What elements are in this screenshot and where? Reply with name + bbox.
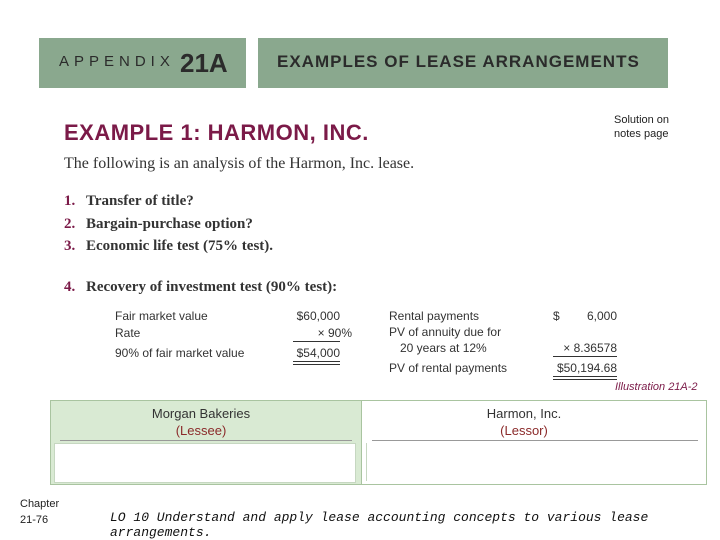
list-item bbox=[64, 216, 253, 233]
double-underline bbox=[553, 376, 617, 377]
calc-right-label: 20 years at 12% bbox=[400, 341, 487, 355]
item-text: Bargain-purchase option? bbox=[86, 216, 253, 232]
calc-left-total: $54,000 bbox=[296, 346, 340, 360]
list-item bbox=[64, 193, 194, 210]
calc-left-value: $60,000 bbox=[296, 309, 340, 323]
table-divider bbox=[372, 440, 698, 441]
lessee-entry-area bbox=[54, 443, 356, 483]
calc-right-sym: $ bbox=[553, 309, 560, 323]
example-title: EXAMPLE 1: HARMON, INC. bbox=[64, 120, 369, 145]
calc-right-value: × 8.36578 bbox=[563, 341, 617, 355]
lessor-entry-area bbox=[366, 443, 699, 481]
lessee-header: Morgan Bakeries bbox=[151, 406, 251, 421]
solution-note bbox=[614, 113, 694, 141]
calc-right-label: Rental payments bbox=[389, 309, 480, 323]
calc-left-label: Fair market value bbox=[115, 309, 208, 323]
calc-left-label: Rate bbox=[115, 326, 141, 340]
table-divider bbox=[60, 440, 352, 441]
appendix-label: APPENDIX bbox=[59, 53, 175, 70]
calc-left-label: 90% of fair market value bbox=[115, 346, 245, 360]
lessor-header: Harmon, Inc. bbox=[486, 406, 562, 421]
illustration-label: Illustration 21A-2 bbox=[615, 381, 698, 393]
calc-right-value: 6,000 bbox=[586, 309, 617, 323]
double-underline bbox=[293, 364, 340, 365]
item-text: Economic life test (75% test). bbox=[86, 238, 274, 254]
lessee-subheader: (Lessee) bbox=[175, 423, 227, 438]
item-number: 1. bbox=[64, 193, 76, 209]
item-number: 3. bbox=[64, 238, 76, 254]
underline bbox=[293, 341, 340, 342]
item-text: Recovery of investment test (90% test): bbox=[86, 279, 338, 295]
underline bbox=[553, 356, 617, 357]
solution-note-line2: notes page bbox=[614, 128, 669, 140]
solution-note-line1: Solution on bbox=[614, 114, 670, 126]
chapter-page: 21-76 bbox=[20, 514, 49, 526]
list-item bbox=[64, 238, 273, 255]
learning-objective: LO 10 Understand and apply lease accounting concepts to various lease arrangements. bbox=[110, 510, 649, 540]
example-intro: The following is an analysis of the Harmon, Inc. lease. bbox=[64, 155, 415, 172]
item-number: 2. bbox=[64, 216, 76, 232]
chapter-text: Chapter bbox=[20, 498, 60, 510]
double-underline bbox=[293, 361, 340, 362]
item-number: 4. bbox=[64, 279, 76, 295]
appendix-number: 21A bbox=[180, 48, 228, 78]
calc-left-value: × 90% bbox=[317, 326, 352, 340]
lessor-subheader: (Lessor) bbox=[500, 423, 548, 438]
calc-right-label: PV of annuity due for bbox=[389, 325, 502, 339]
calc-right-label: PV of rental payments bbox=[389, 361, 508, 375]
item-text: Transfer of title? bbox=[86, 193, 194, 209]
list-item bbox=[64, 279, 337, 296]
chapter-label bbox=[20, 496, 59, 528]
section-title: EXAMPLES OF LEASE ARRANGEMENTS bbox=[277, 52, 640, 71]
calc-right-total: $50,194.68 bbox=[556, 361, 617, 375]
double-underline bbox=[553, 379, 617, 380]
